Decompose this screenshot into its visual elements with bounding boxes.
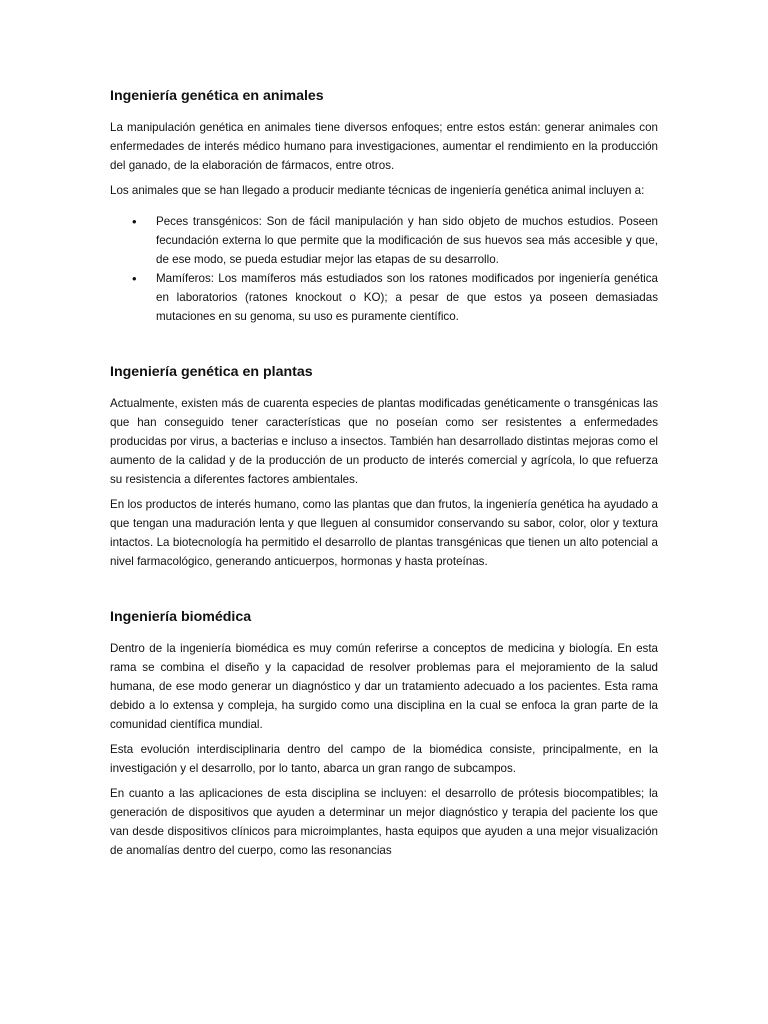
spacing — [110, 200, 658, 212]
list-item-text: Mamíferos: Los mamíferos más estudiados son los ratones modificados por ingeniería genética en laboratorios (ratones knockout o KO); a pesar de que estos ya poseen demasiadas mutaciones en su genoma, su uso es puramente científico. — [156, 272, 658, 323]
list-item-text: Peces transgénicos: Son de fácil manipulación y han sido objeto de muchos estudios. Poseen fecundación externa lo que permite que la modificación de sus huevos sea más accesible y que, de ese modo, se pueda estudiar mejor las etapas de su desarrollo. — [156, 215, 658, 266]
section-plant-genetic-engineering — [110, 362, 658, 571]
list-item — [110, 269, 658, 326]
section-title: Ingeniería genética en animales — [110, 88, 324, 104]
document-content — [110, 86, 658, 860]
bullet-icon: • — [132, 271, 137, 286]
section-animal-genetic-engineering — [110, 86, 658, 326]
section-title: Ingeniería biomédica — [110, 609, 252, 625]
spacing — [110, 106, 658, 118]
list-item — [110, 212, 658, 269]
paragraph: Esta evolución interdisciplinaria dentro del campo de la biomédica consiste, principalmente, en la investigación y el desarrollo, por lo tanto, abarca un gran rango de subcampos. — [110, 743, 658, 775]
paragraph: Actualmente, existen más de cuarenta especies de plantas modificadas genéticamente o transgénicas las que han conseguido tener características que no poseían como ser resistentes a enfermedades producidas por virus, a bacterias e incluso a insectos. También han desarrollado distintas mejoras como el aumento de la calidad y de la producción de un producto de interés comercial y agrícola, lo que refuerza su resistencia a diferentes factores ambientales. — [110, 397, 658, 486]
spacing — [110, 382, 658, 394]
paragraph: En cuanto a las aplicaciones de esta disciplina se incluyen: el desarrollo de prótesis biocompatibles; la generación de dispositivos que ayuden a determinar un mejor diagnóstico y terapia del paciente los que van desde dispositivos clínicos para microimplantes, hasta equipos que ayuden a una mejor visualización de anomalías dentro del cuerpo, como las resonancias — [110, 787, 658, 857]
paragraph: En los productos de interés humano, como las plantas que dan frutos, la ingeniería genética ha ayudado a que tengan una maduración lenta y que lleguen al consumidor conservando su sabor, color, olor y textura intactos. La biotecnología ha permitido el desarrollo de plantas transgénicas que tienen un alto potencial a nivel farmacológico, generando anticuerpos, hormonas y hasta proteínas. — [110, 498, 658, 568]
paragraph: Los animales que se han llegado a producir mediante técnicas de ingeniería genética animal incluyen a: — [110, 184, 645, 197]
paragraph: Dentro de la ingeniería biomédica es muy común referirse a conceptos de medicina y biología. En esta rama se combina el diseño y la capacidad de resolver problemas para el mejoramiento de la salud humana, de ese modo generar un diagnóstico y dar un tratamiento adecuado a los pacientes. Esta rama debido a lo extensa y compleja, ha surgido como una disciplina en la cual se enfoca la gran parte de la comunidad científica mundial. — [110, 642, 658, 731]
bullet-list — [110, 212, 658, 326]
spacing — [110, 627, 658, 639]
section-title: Ingeniería genética en plantas — [110, 364, 313, 380]
section-biomedical-engineering — [110, 607, 658, 860]
paragraph: La manipulación genética en animales tiene diversos enfoques; entre estos están: generar animales con enfermedades de interés médico humano para investigaciones, aumentar el rendimiento en la producción del ganado, de la elaboración de fármacos, entre otros. — [110, 121, 658, 172]
bullet-icon: • — [132, 214, 137, 229]
